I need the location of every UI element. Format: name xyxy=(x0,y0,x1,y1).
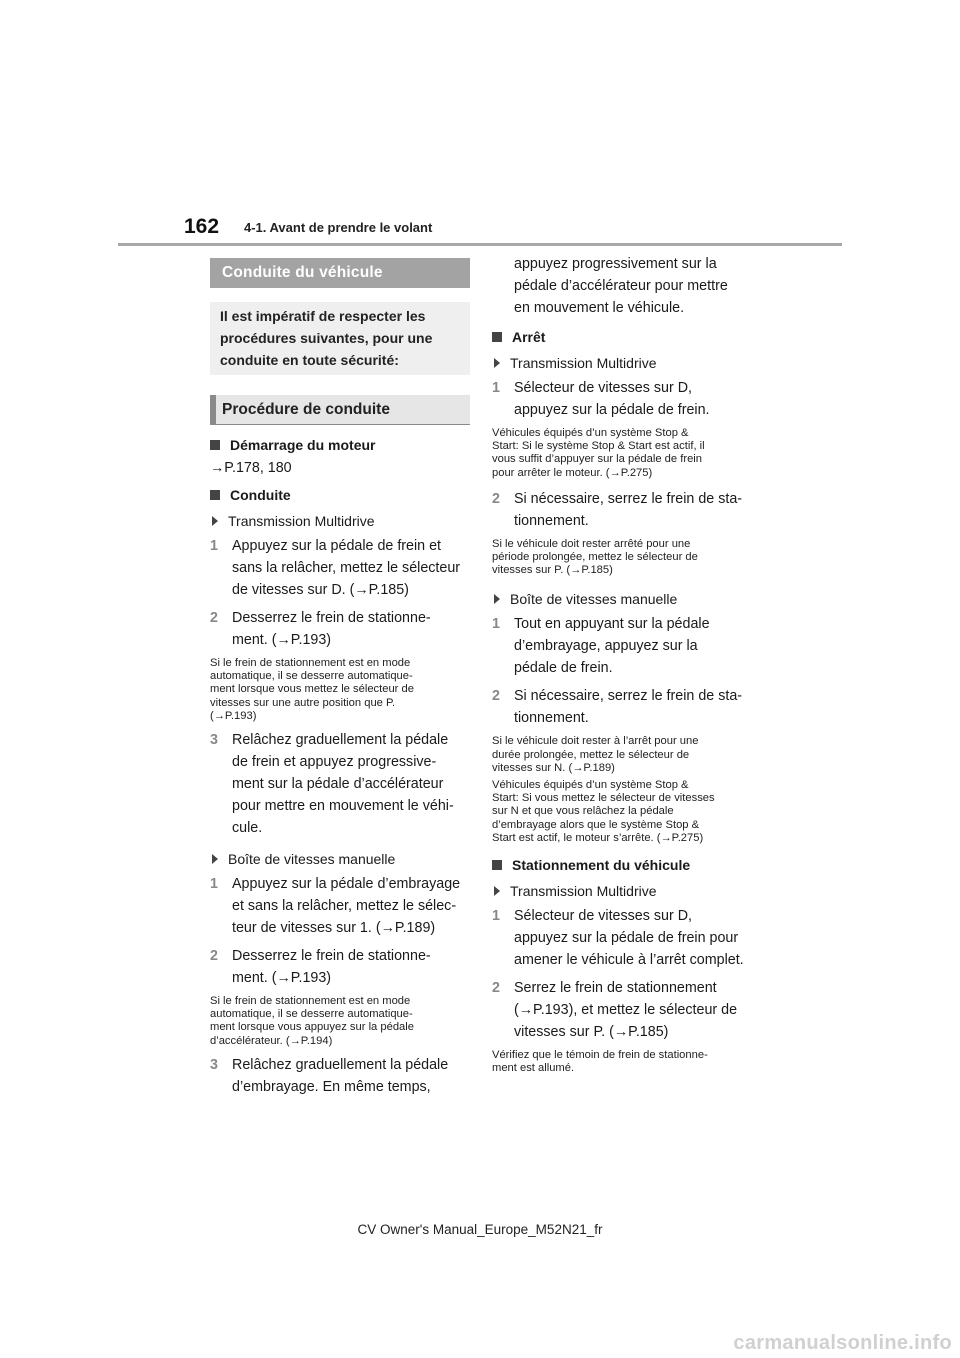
note-line: automatique, il se desserre automatique- xyxy=(210,1008,413,1021)
triangle-bullet-icon xyxy=(494,358,500,368)
section-heading: Stationnement du véhicule xyxy=(512,857,691,874)
note-text xyxy=(492,1049,754,1075)
step-line: Relâchez graduellement la pédale xyxy=(232,732,449,749)
triangle-bullet-icon xyxy=(494,886,500,896)
section-demarrage xyxy=(210,435,470,455)
note-line: période prolongée, mettez le sélecteur de xyxy=(492,551,698,564)
step-number: 2 xyxy=(210,610,218,626)
step-number: 3 xyxy=(210,732,218,749)
subsection-heading: Transmission Multidrive xyxy=(510,883,657,900)
section-arret xyxy=(492,327,754,347)
step-line: cule. xyxy=(232,820,263,837)
triangle-bullet-icon xyxy=(212,854,218,864)
step-line: Serrez le frein de stationnement xyxy=(514,980,717,997)
step-line: Desserrez le frein de stationne- xyxy=(232,610,431,626)
notice-line: procédures suivantes, pour une xyxy=(220,330,433,346)
note-line: Start est actif, le moteur s’arrête. (→P.275) xyxy=(492,831,704,844)
step-item xyxy=(210,945,470,989)
reference-text: →P.178, 180 xyxy=(210,460,292,476)
step-item xyxy=(492,977,754,1043)
step-line: Desserrez le frein de stationne- xyxy=(232,948,431,965)
step-line: Sélecteur de vitesses sur D, xyxy=(514,380,692,396)
note-line: durée prolongée, mettez le sélecteur de xyxy=(492,748,690,761)
note-text xyxy=(210,995,470,1048)
step-item xyxy=(210,607,470,651)
left-column xyxy=(210,258,470,1098)
safety-notice xyxy=(210,302,470,375)
note-line: ment lorsque vous mettez le sélecteur de xyxy=(210,683,414,696)
procedure-band-title: Procédure de conduite xyxy=(210,395,470,425)
chapter-band-title: Conduite du véhicule xyxy=(210,258,470,288)
step-item xyxy=(210,535,470,601)
note-line: Vérifiez que le témoin de frein de stationne- xyxy=(492,1049,708,1062)
step-item xyxy=(210,729,470,839)
step-line: vitesses sur P. (→P.185) xyxy=(514,1024,669,1041)
step-line: pour mettre en mouvement le véhi- xyxy=(232,798,454,815)
subsection-manual xyxy=(210,849,470,869)
step-item xyxy=(210,873,470,939)
step-line: Si nécessaire, serrez le frein de sta- xyxy=(514,688,743,705)
step-line: Relâchez graduellement la pédale xyxy=(232,1056,449,1073)
step-item xyxy=(492,685,754,729)
triangle-bullet-icon xyxy=(494,594,500,604)
step-item xyxy=(492,613,754,679)
step-line: ment. (→P.193) xyxy=(232,632,332,648)
subsection-manual xyxy=(492,589,754,609)
section-heading: Démarrage du moteur xyxy=(230,437,376,453)
step-line: tionnement. xyxy=(514,512,589,529)
note-text xyxy=(492,779,754,845)
subsection-heading: Transmission Multidrive xyxy=(228,513,375,529)
note-line: Si le frein de stationnement est en mode xyxy=(210,657,411,669)
step-line: Appuyez sur la pédale de frein et xyxy=(232,538,442,554)
step-line: Sélecteur de vitesses sur D, xyxy=(514,908,692,925)
note-line: Si le véhicule doit rester arrêté pour une xyxy=(492,537,691,550)
step-number: 1 xyxy=(492,380,500,396)
step-line: appuyez sur la pédale de frein. xyxy=(514,402,710,418)
step-number: 2 xyxy=(492,490,500,507)
section-title: 4-1. Avant de prendre le volant xyxy=(244,220,433,235)
step-line: Si nécessaire, serrez le frein de sta- xyxy=(514,490,743,507)
header-rule xyxy=(118,243,842,246)
step-line: ment. (→P.193) xyxy=(232,970,332,987)
square-bullet-icon xyxy=(210,490,220,500)
subsection-multidrive xyxy=(210,511,470,531)
note-line: d’embrayage alors que le système Stop & xyxy=(492,818,700,831)
note-line: Si le véhicule doit rester à l’arrêt pour une xyxy=(492,735,699,748)
step-line: d’embrayage. En même temps, xyxy=(232,1078,431,1095)
section-conduite xyxy=(210,485,470,505)
note-text xyxy=(210,657,470,723)
footer-manual-id: CV Owner's Manual_Europe_M52N21_fr xyxy=(357,1222,603,1237)
note-line: sur N et que vous relâchez la pédale xyxy=(492,805,674,818)
step-line: d’embrayage, appuyez sur la xyxy=(514,638,698,655)
step-number: 1 xyxy=(210,538,218,554)
note-line: vous suffit d’appuyer sur la pédale de frein xyxy=(492,453,703,466)
note-line: Si le frein de stationnement est en mode xyxy=(210,995,411,1008)
note-line: automatique, il se desserre automatique- xyxy=(210,670,413,683)
note-line: (→P.193) xyxy=(210,709,257,722)
step-line: Tout en appuyant sur la pédale xyxy=(514,616,710,633)
step-number: 1 xyxy=(492,616,500,633)
step-number: 1 xyxy=(210,876,218,893)
note-line: Start: Si le système Stop & Start est actif, il xyxy=(492,440,705,453)
watermark: carmanualsonline.info xyxy=(733,1332,952,1354)
note-line: vitesses sur une autre position que P. xyxy=(210,696,396,709)
note-line: Véhicules équipés d’un système Stop & xyxy=(492,779,689,792)
section-heading: Arrêt xyxy=(512,329,546,345)
square-bullet-icon xyxy=(492,860,502,870)
square-bullet-icon xyxy=(492,332,502,342)
step-item xyxy=(210,1054,470,1098)
step-line: tionnement. xyxy=(514,710,589,727)
page-number: 162 xyxy=(184,215,220,238)
step-line: et sans la relâcher, mettez le sélec- xyxy=(232,898,457,915)
note-line: ment lorsque vous appuyez sur la pédale xyxy=(210,1021,414,1034)
note-line: d’accélérateur. (→P.194) xyxy=(210,1034,333,1047)
triangle-bullet-icon xyxy=(212,516,218,526)
note-line: pour arrêter le moteur. (→P.275) xyxy=(492,466,653,479)
subsection-heading: Transmission Multidrive xyxy=(510,355,657,371)
step-line: Appuyez sur la pédale d’embrayage xyxy=(232,876,461,893)
step-line: pédale de frein. xyxy=(514,660,613,677)
step-line: (→P.193), et mettez le sélecteur de xyxy=(514,1002,738,1019)
step-line: appuyez sur la pédale de frein pour xyxy=(514,930,739,947)
step-continuation xyxy=(492,253,754,319)
note-line: vitesses sur P. (→P.185) xyxy=(492,564,613,577)
section-heading: Conduite xyxy=(230,487,291,503)
section-stationnement xyxy=(492,855,754,875)
step-number: 3 xyxy=(210,1056,218,1073)
subsection-heading: Boîte de vitesses manuelle xyxy=(510,591,678,608)
step-line: en mouvement le véhicule. xyxy=(514,300,685,316)
note-text xyxy=(492,735,754,775)
step-line: de frein et appuyez progressive- xyxy=(232,754,437,771)
step-line: ment sur la pédale d’accélérateur xyxy=(232,776,444,793)
step-line: de vitesses sur D. (→P.185) xyxy=(232,582,409,598)
note-line: vitesses sur N. (→P.189) xyxy=(492,761,615,774)
square-bullet-icon xyxy=(210,440,220,450)
right-column xyxy=(492,258,754,1075)
note-text xyxy=(492,427,754,480)
step-number: 1 xyxy=(492,908,500,925)
note-text xyxy=(492,538,754,578)
step-line: pédale d’accélérateur pour mettre xyxy=(514,278,728,294)
notice-line: Il est impératif de respecter les xyxy=(220,308,426,324)
step-line: appuyez progressivement sur la xyxy=(514,256,717,272)
note-line: ment est allumé. xyxy=(492,1062,575,1075)
step-item xyxy=(492,905,754,971)
notice-line: conduite en toute sécurité: xyxy=(220,352,399,368)
step-line: teur de vitesses sur 1. (→P.189) xyxy=(232,920,436,937)
step-number: 2 xyxy=(492,688,500,705)
step-number: 2 xyxy=(492,980,500,997)
subsection-heading: Boîte de vitesses manuelle xyxy=(228,851,396,868)
step-item xyxy=(492,377,754,421)
step-item xyxy=(492,488,754,532)
note-line: Start: Si vous mettez le sélecteur de vitesses xyxy=(492,792,715,805)
note-line: Véhicules équipés d’un système Stop & xyxy=(492,427,689,439)
subsection-multidrive xyxy=(492,881,754,901)
step-line: sans la relâcher, mettez le sélecteur xyxy=(232,560,461,576)
step-line: amener le véhicule à l’arrêt complet. xyxy=(514,952,744,969)
subsection-multidrive xyxy=(492,353,754,373)
step-number: 2 xyxy=(210,948,218,965)
